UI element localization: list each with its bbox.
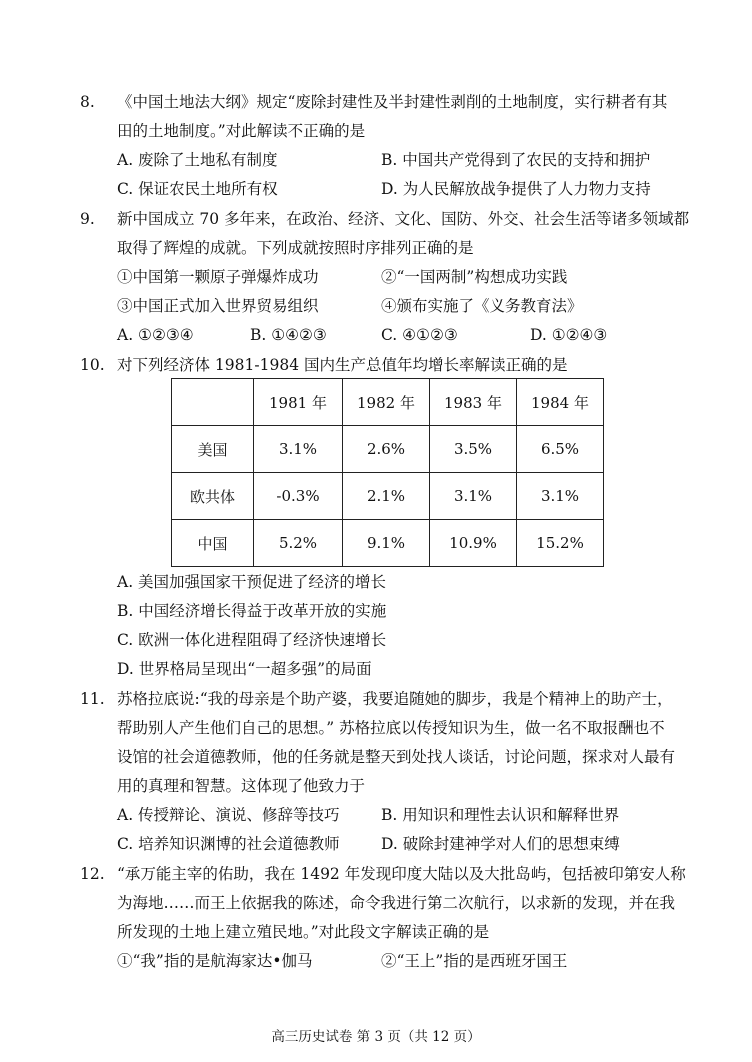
table-header-cell: [172, 379, 254, 426]
table-header-cell: 1981 年: [254, 379, 343, 426]
table-row: [172, 520, 604, 567]
option-b: B. 中国共产党得到了农民的支持和拥护: [381, 151, 651, 169]
option-b: B. 中国经济增长得益于改革开放的实施: [117, 602, 387, 620]
option-c: C. 培养知识渊博的社会道德教师: [117, 835, 340, 853]
question-stem-line: 对下列经济体 1981-1984 国内生产总值年均增长率解读正确的是: [117, 356, 568, 374]
question-stem-line: 为海地……而王上依据我的陈述，命令我进行第二次航行，以求新的发现，并在我: [117, 894, 676, 912]
question-stem-line: 田的土地制度。”对此解读不正确的是: [117, 122, 366, 140]
question-stem-line: 设馆的社会道德教师，他的任务就是整天到处找人谈话，讨论问题，探求对人最有: [117, 748, 676, 766]
table-cell: -0.3%: [254, 473, 343, 520]
question-number: 10.: [80, 356, 105, 374]
option-a: A. 传授辩论、演说、修辞等技巧: [117, 806, 340, 824]
event-item: ④颁布实施了《义务教育法》: [381, 297, 583, 315]
table-header-row: [172, 379, 604, 426]
table-cell: 3.5%: [430, 426, 517, 473]
option-c: C. ④①②③: [381, 326, 458, 344]
option-d: D. 破除封建神学对人们的思想束缚: [381, 835, 620, 853]
table-cell: 5.2%: [254, 520, 343, 567]
option-c: C. 欧洲一体化进程阻碍了经济快速增长: [117, 631, 387, 649]
table-cell: 2.1%: [343, 473, 430, 520]
option-d: D. 世界格局呈现出“一超多强”的局面: [117, 660, 372, 678]
statement-item: ①“我”指的是航海家达•伽马: [117, 952, 313, 970]
option-c: C. 保证农民土地所有权: [117, 180, 278, 198]
table-cell: 3.1%: [517, 473, 604, 520]
table-cell: 15.2%: [517, 520, 604, 567]
question-stem-line: 帮助别人产生他们自己的思想。” 苏格拉底以传授知识为生，做一名不取报酬也不: [117, 719, 665, 737]
option-d: D. 为人民解放战争提供了人力物力支持: [381, 180, 651, 198]
question-stem-line: 所发现的土地上建立殖民地。”对此段文字解读正确的是: [117, 923, 490, 941]
question-stem-line: “承万能主宰的佑助，我在 1492 年发现印度大陆以及大批岛屿，包括被印第安人称: [117, 865, 686, 883]
question-number: 8.: [80, 93, 95, 111]
page-footer: 高三历史试卷 第 3 页（共 12 页）: [271, 1029, 481, 1045]
question-stem-line: 新中国成立 70 多年来，在政治、经济、文化、国防、外交、社会生活等诸多领域都: [117, 210, 690, 228]
table-row: [172, 473, 604, 520]
question-number: 12.: [80, 865, 105, 883]
table-cell: 10.9%: [430, 520, 517, 567]
question-stem-line: 《中国土地法大纲》规定“废除封建性及半封建性剥削的土地制度，实行耕者有其: [117, 93, 668, 111]
row-label: 美国: [172, 426, 254, 473]
gdp-growth-table: [171, 378, 604, 567]
statement-item: ②“王上”指的是西班牙国王: [381, 952, 568, 970]
option-d: D. ①②④③: [530, 326, 608, 344]
option-a: A. ①②③④: [117, 326, 194, 344]
option-b: B. 用知识和理性去认识和解释世界: [381, 806, 620, 824]
table-row: [172, 426, 604, 473]
table-cell: 2.6%: [343, 426, 430, 473]
table-cell: 9.1%: [343, 520, 430, 567]
table-cell: 3.1%: [254, 426, 343, 473]
row-label: 欧共体: [172, 473, 254, 520]
event-item: ③中国正式加入世界贸易组织: [117, 297, 319, 315]
question-stem-line: 取得了辉煌的成就。下列成就按照时序排列正确的是: [117, 239, 474, 257]
table-header-cell: 1982 年: [343, 379, 430, 426]
question-number: 11.: [80, 690, 105, 708]
event-item: ②“一国两制”构想成功实践: [381, 268, 568, 286]
table-header-cell: 1984 年: [517, 379, 604, 426]
option-b: B. ①④②③: [250, 326, 327, 344]
question-stem-line: 苏格拉底说:“我的母亲是个助产婆，我要追随她的脚步，我是个精神上的助产士，: [117, 690, 673, 708]
option-a: A. 美国加强国家干预促进了经济的增长: [117, 573, 387, 591]
table-cell: 3.1%: [430, 473, 517, 520]
row-label: 中国: [172, 520, 254, 567]
question-stem-line: 用的真理和智慧。这体现了他致力于: [117, 777, 366, 795]
event-item: ①中国第一颗原子弹爆炸成功: [117, 268, 319, 286]
option-a: A. 废除了土地私有制度: [117, 151, 278, 169]
question-number: 9.: [80, 210, 95, 228]
table-cell: 6.5%: [517, 426, 604, 473]
table-header-cell: 1983 年: [430, 379, 517, 426]
